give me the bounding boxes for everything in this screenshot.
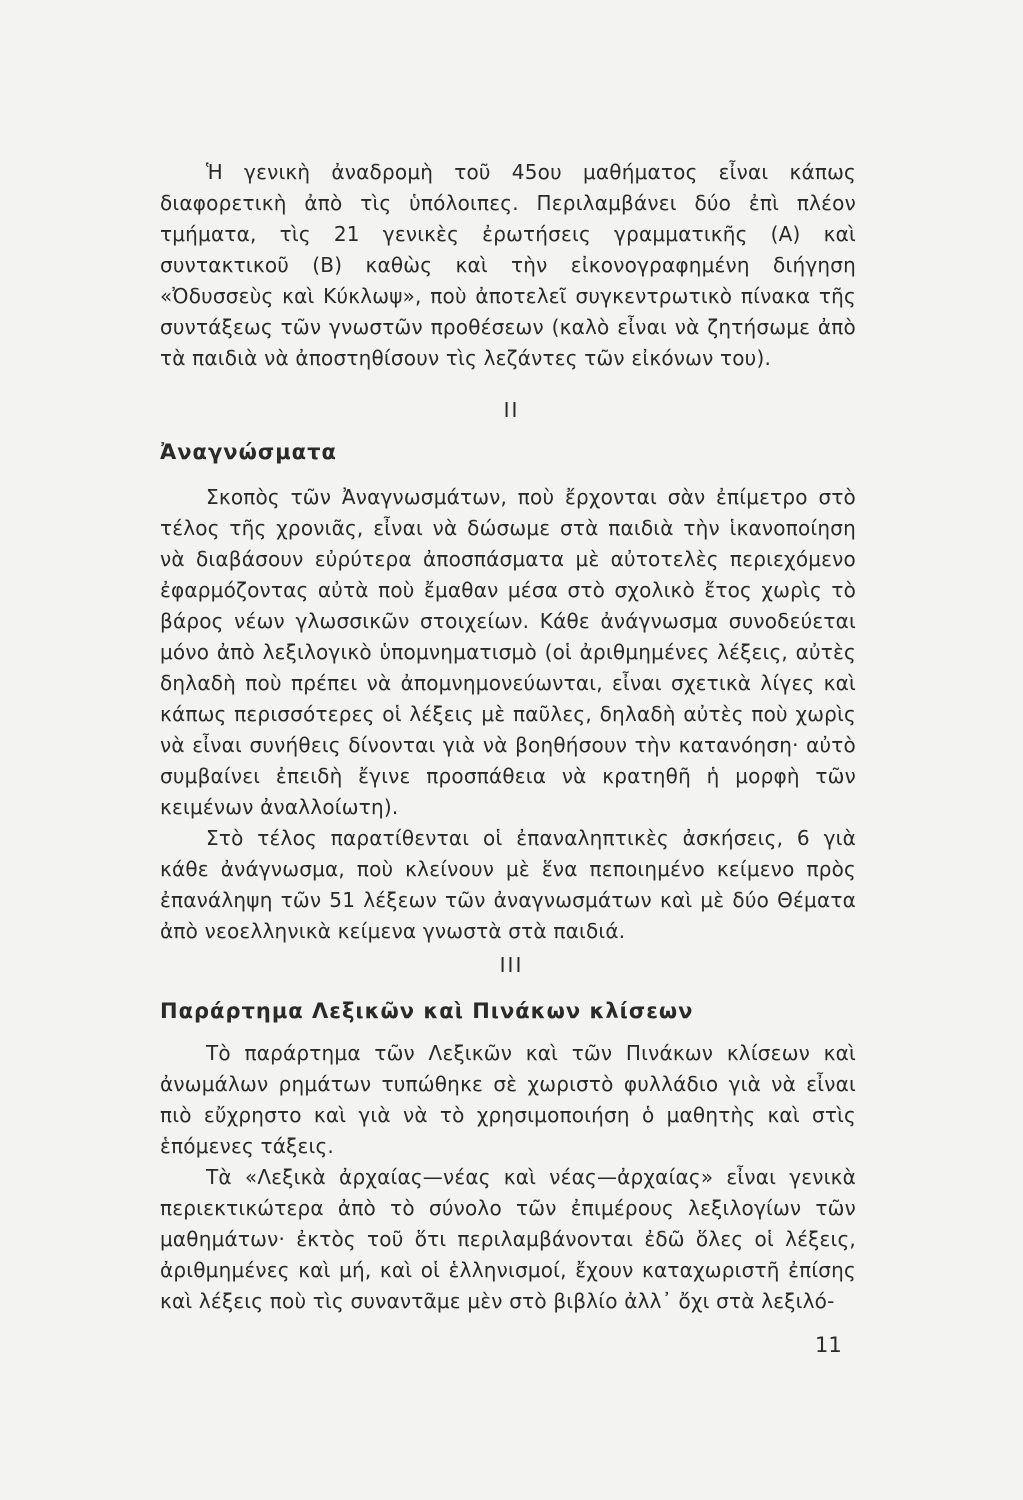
intro-block xyxy=(160,157,856,374)
page-number: 11 xyxy=(815,1333,842,1357)
anagnosmata-paragraph-2: Στὸ τέλος παρατίθενται οἱ ἐπαναληπτικὲς ἀσκήσεις, 6 γιὰ κάθε ἀνάγνωσμα, ποὺ κλείνουν μὲ ἕνα πεποιημένο κείμενο πρὸς ἐπανάληψη τῶν 51 λέξεων τῶν ἀναγνωσμάτων καὶ μὲ δύο Θέματα ἀπὸ νεοελληνικὰ κείμενα γνωστὰ στὰ παιδιά. xyxy=(160,826,856,943)
parartima-paragraph-2: Τὰ «Λεξικὰ ἀρχαίας—νέας καὶ νέας—ἀρχαίας» εἶναι γενικὰ περιεκτικώτερα ἀπὸ τὸ σύνολο τῶν ἐπιμέρους λεξιλογίων τῶν μαθημάτων· ἐκτὸς τοῦ ὅτι περιλαμβάνονται ἐδῶ ὅλες οἱ λέξεις, ἀριθμημένες καὶ μή, καὶ οἱ ἑλληνισμοί, ἔχουν καταχωριστῆ ἐπίσης καὶ λέξεις ποὺ τὶς συναντᾶμε μὲν στὸ βιβλίο ἀλλ᾽ ὄχι στὰ λεξιλό- xyxy=(160,1165,856,1313)
section-numeral-iii: III xyxy=(499,953,524,977)
intro-paragraph: Ἡ γενικὴ ἀναδρομὴ τοῦ 45ου μαθήματος εἶναι κάπως διαφορετικὴ ἀπὸ τὶς ὑπόλοιπες. Περιλαμβάνει δύο ἐπὶ πλέον τμήματα, τὶς 21 γενικὲς ἐρωτήσεις γραμματικῆς (Α) καὶ συντακτικοῦ (Β) καθὼς καὶ τὴν εἰκονογραφημένη διήγηση «Ὀδυσσεὺς καὶ Κύκλωψ», ποὺ ἀποτελεῖ συγκεντρωτικὸ πίνακα τῆς συντάξεως τῶν γνωστῶν προθέσεων (καλὸ εἶναι νὰ ζητήσωμε ἀπὸ τὰ παιδιὰ νὰ ἀποστηθίσουν τὶς λεζάντες τῶν εἰκόνων του). xyxy=(160,160,856,370)
anagnosmata-block xyxy=(160,482,856,947)
parartima-block xyxy=(160,1038,856,1317)
anagnosmata-paragraph-1: Σκοπὸς τῶν Ἀναγνωσμάτων, ποὺ ἔρχονται σὰν ἐπίμετρο στὸ τέλος τῆς χρονιᾶς, εἶναι νὰ δώσωμε στὰ παιδιὰ τὴν ἱκανοποίηση νὰ διαβάσουν εὐρύτερα ἀποσπάσματα μὲ αὐτοτελὲς περιεχόμενο ἐφαρμόζοντας αὐτὰ ποὺ ἔμαθαν μέσα στὸ σχολικὸ ἔτος χωρὶς τὸ βάρος νέων γλωσσικῶν στοιχείων. Κάθε ἀνάγνωσμα συνοδεύεται μόνο ἀπὸ λεξιλογικὸ ὑπομνηματισμὸ (οἱ ἀριθμημένες λέξεις, αὐτὲς δηλαδὴ ποὺ πρέπει νὰ ἀπομνημονεύωνται, εἶναι σχετικὰ λίγες καὶ κάπως περισσότερες οἱ λέξεις μὲ παῦλες, δηλαδὴ αὐτὲς ποὺ χωρὶς νὰ εἶναι συνήθεις δίνονται γιὰ νὰ βοηθήσουν τὴν κατανόηση· αὐτὸ συμβαίνει ἐπειδὴ ἔγινε προσπάθεια νὰ κρατηθῆ ἡ μορφὴ τῶν κειμένων ἀναλλοίωτη). xyxy=(160,485,856,819)
section-heading-parartima: Παράρτημα Λεξικῶν καὶ Πινάκων κλίσεων xyxy=(160,999,694,1023)
parartima-paragraph-1: Τὸ παράρτημα τῶν Λεξικῶν καὶ τῶν Πινάκων κλίσεων καὶ ἀνωμάλων ρημάτων τυπώθηκε σὲ χωριστὸ φυλλάδιο γιὰ νὰ εἶναι πιὸ εὔχρηστο καὶ γιὰ νὰ τὸ χρησιμοποιήση ὁ μαθητὴς καὶ στὶς ἑπόμενες τάξεις. xyxy=(160,1041,856,1158)
section-heading-anagnosmata: Ἀναγνώσματα xyxy=(160,440,337,464)
section-numeral-ii: II xyxy=(503,398,520,422)
